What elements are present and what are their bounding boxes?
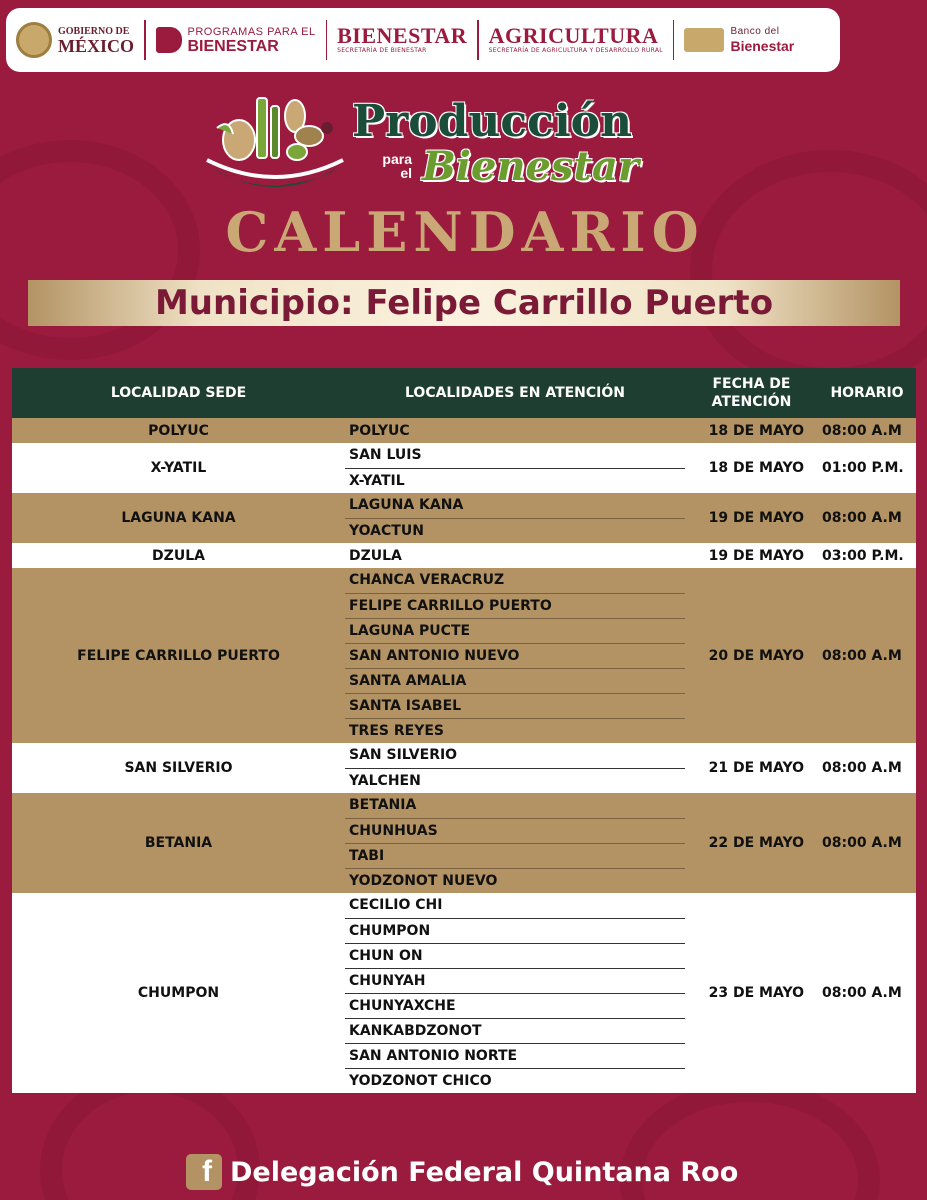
horario-cell: 01:00 P.M. (818, 443, 916, 493)
localidad-atencion-cell: KANKABDZONOT (345, 1018, 685, 1043)
localidad-atencion-cell: POLYUC (345, 418, 685, 443)
localidad-atencion-cell: BETANIA (345, 793, 685, 818)
localidad-sede-cell: BETANIA (12, 793, 345, 893)
logo-divider (144, 20, 146, 60)
program-subtitle: Bienestar (422, 143, 639, 190)
header-logo-bar (6, 8, 840, 72)
localidad-atencion-cell: TRES REYES (345, 718, 685, 743)
localidad-atencion-cell: LAGUNA KANA (345, 493, 685, 518)
schedule-table (12, 368, 916, 1093)
gobierno-line1: GOBIERNO DE (58, 25, 130, 37)
horario-cell: 08:00 A.M (818, 418, 916, 443)
para-word: para (382, 151, 412, 167)
localidad-atencion-cell: CECILIO CHI (345, 893, 685, 918)
horario-cell: 08:00 A.M (818, 793, 916, 893)
localidad-sede-cell: DZULA (12, 543, 345, 568)
programas-line2: BIENESTAR (187, 37, 279, 55)
municipio-banner (28, 280, 900, 326)
fecha-cell: 23 DE MAYO (685, 893, 818, 1093)
fecha-cell: 20 DE MAYO (685, 568, 818, 743)
bienestar-subtitle: SECRETARÍA DE BIENESTAR (337, 47, 427, 54)
localidad-atencion-cell: CHUNHUAS (345, 818, 685, 843)
agricultura-title: AGRICULTURA (488, 23, 659, 48)
localidad-sede-cell: LAGUNA KANA (12, 493, 345, 543)
fecha-cell: 18 DE MAYO (685, 443, 818, 493)
agricultura-subtitle: SECRETARÍA DE AGRICULTURA Y DESARROLLO RURAL (488, 47, 663, 54)
national-seal-icon (16, 22, 52, 58)
logo-divider (477, 20, 479, 60)
localidad-atencion-cell: SANTA AMALIA (345, 668, 685, 693)
bank-building-icon (684, 28, 724, 52)
horario-cell: 08:00 A.M (818, 493, 916, 543)
bienestar-title: BIENESTAR (337, 23, 468, 48)
horario-cell: 03:00 P.M. (818, 543, 916, 568)
banco-bienestar-logo (684, 16, 794, 64)
localidad-atencion-cell: CHUN ON (345, 943, 685, 968)
calendar-title: CALENDARIO (225, 200, 705, 264)
facebook-icon: f (186, 1154, 222, 1190)
logo-divider (673, 20, 675, 60)
localidad-sede-cell: SAN SILVERIO (12, 743, 345, 793)
table-row (12, 568, 916, 593)
footer (186, 1152, 738, 1192)
gobierno-mexico-logo (16, 16, 134, 64)
secretaria-bienestar-logo (337, 16, 467, 64)
schedule-body (12, 418, 916, 1093)
horario-cell: 08:00 A.M (818, 743, 916, 793)
localidad-atencion-cell: YODZONOT NUEVO (345, 868, 685, 893)
localidad-atencion-cell: LAGUNA PUCTE (345, 618, 685, 643)
fecha-cell: 21 DE MAYO (685, 743, 818, 793)
localidad-atencion-cell: DZULA (345, 543, 685, 568)
fecha-cell: 19 DE MAYO (685, 493, 818, 543)
el-word: el (400, 165, 412, 181)
program-para-el (364, 152, 412, 180)
localidad-atencion-cell: YALCHEN (345, 768, 685, 793)
banco-line1: Banco del (730, 25, 780, 37)
localidad-atencion-cell: SAN LUIS (345, 443, 685, 468)
header-localidad-sede: LOCALIDAD SEDE (12, 368, 345, 418)
localidad-atencion-cell: SAN SILVERIO (345, 743, 685, 768)
localidad-sede-cell: CHUMPON (12, 893, 345, 1093)
fecha-cell: 19 DE MAYO (685, 543, 818, 568)
localidad-atencion-cell: SAN ANTONIO NUEVO (345, 643, 685, 668)
localidad-atencion-cell: SAN ANTONIO NORTE (345, 1043, 685, 1068)
header-horario: HORARIO (818, 368, 916, 418)
localidad-sede-cell: FELIPE CARRILLO PUERTO (12, 568, 345, 743)
header-fecha (685, 368, 818, 418)
table-row (12, 543, 916, 568)
horario-cell: 08:00 A.M (818, 893, 916, 1093)
fecha-cell: 22 DE MAYO (685, 793, 818, 893)
localidad-atencion-cell: YOACTUN (345, 518, 685, 543)
logo-divider (326, 20, 328, 60)
table-row (12, 893, 916, 918)
localidad-atencion-cell: X-YATIL (345, 468, 685, 493)
table-row (12, 443, 916, 468)
table-row (12, 418, 916, 443)
bienestar-b-icon (156, 27, 182, 53)
header-fecha-label: FECHA DE ATENCIÓN (711, 376, 792, 410)
produccion-bienestar-emblem-icon (205, 88, 345, 193)
localidad-sede-cell: X-YATIL (12, 443, 345, 493)
header-localidades-atencion: LOCALIDADES EN ATENCIÓN (345, 368, 685, 418)
fecha-cell: 18 DE MAYO (685, 418, 818, 443)
gobierno-line2: MÉXICO (58, 35, 134, 56)
localidad-sede-cell: POLYUC (12, 418, 345, 443)
agricultura-logo (489, 16, 663, 64)
localidad-atencion-cell: CHANCA VERACRUZ (345, 568, 685, 593)
table-row (12, 743, 916, 768)
localidad-atencion-cell: FELIPE CARRILLO PUERTO (345, 593, 685, 618)
programas-bienestar-logo (156, 16, 316, 64)
localidad-atencion-cell: SANTA ISABEL (345, 693, 685, 718)
table-row (12, 493, 916, 518)
localidad-atencion-cell: TABI (345, 843, 685, 868)
programas-line1: PROGRAMAS PARA EL (187, 25, 316, 38)
footer-text: Delegación Federal Quintana Roo (230, 1156, 739, 1188)
program-title: Producción (352, 96, 633, 147)
banco-line2: Bienestar (730, 37, 795, 54)
horario-cell: 08:00 A.M (818, 568, 916, 743)
table-row (12, 793, 916, 818)
localidad-atencion-cell: YODZONOT CHICO (345, 1068, 685, 1093)
localidad-atencion-cell: CHUMPON (345, 918, 685, 943)
localidad-atencion-cell: CHUNYAH (345, 968, 685, 993)
table-header-row (12, 368, 916, 418)
municipio-name: Municipio: Felipe Carrillo Puerto (154, 283, 774, 323)
localidad-atencion-cell: CHUNYAXCHE (345, 993, 685, 1018)
